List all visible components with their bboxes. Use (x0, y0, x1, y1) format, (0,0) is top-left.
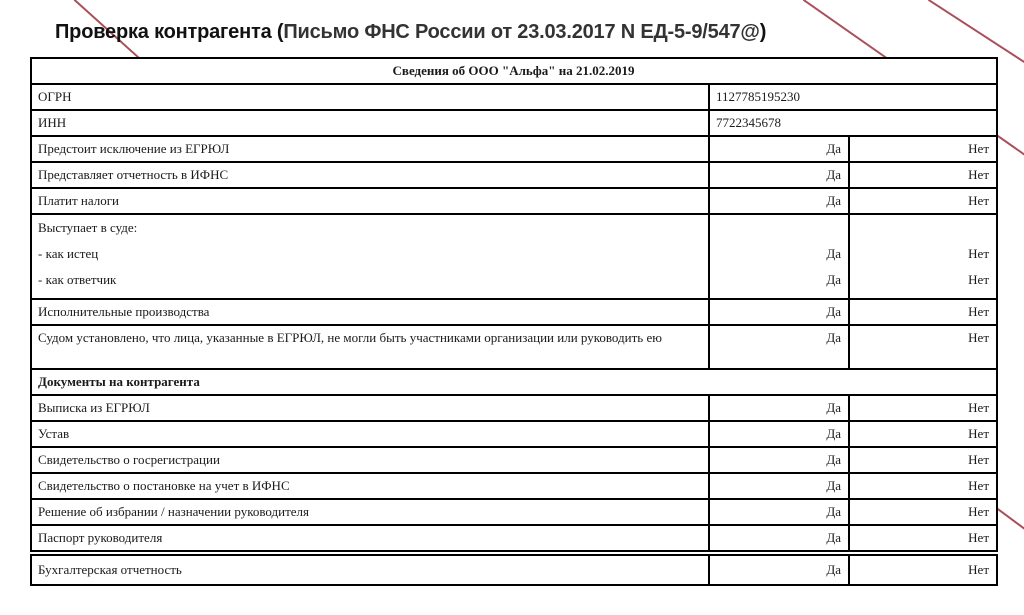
no-cell: Нет (849, 499, 997, 525)
table-row (31, 421, 997, 447)
yes-cell: Да (709, 447, 849, 473)
no-cell: Нет (849, 162, 997, 188)
yes-cell: Да (709, 553, 849, 585)
no-cell: Нет (849, 553, 997, 585)
row-label-cell: Паспорт руководителя (31, 525, 709, 553)
table-row (31, 369, 997, 395)
yes-cell: Да (709, 395, 849, 421)
row-label-cell: Представляет отчетность в ИФНС (31, 162, 709, 188)
no-cell (849, 214, 997, 299)
no-cell: Нет (849, 447, 997, 473)
table-row (31, 162, 997, 188)
table-row (31, 58, 997, 84)
table-row (31, 553, 997, 585)
yes-cell: Да (709, 136, 849, 162)
row-label-cell: Предстоит исключение из ЕГРЮЛ (31, 136, 709, 162)
section-header-cell: Документы на контрагента (31, 369, 997, 395)
row-label-cell: Свидетельство о госрегистрации (31, 447, 709, 473)
multi-line: Да (826, 272, 841, 287)
yes-cell (709, 214, 849, 299)
table-row (31, 136, 997, 162)
counterparty-check-table (30, 57, 998, 586)
table-row (31, 473, 997, 499)
row-label-cell: Судом установлено, что лица, указанные в ЕГРЮЛ, не могли быть участниками организации или руководить ею (31, 325, 709, 369)
row-label-cell: Решение об избрании / назначении руководителя (31, 499, 709, 525)
multi-line (856, 215, 989, 241)
multi-line: Нет (968, 246, 990, 261)
table-row (31, 325, 997, 369)
yes-cell: Да (709, 299, 849, 325)
table-row (31, 525, 997, 553)
table-row (31, 395, 997, 421)
page-title-reference: Письмо ФНС России от 23.03.2017 N ЕД-5-9/547@ (283, 21, 760, 44)
row-value-cell: 7722345678 (709, 110, 997, 136)
table-row (31, 214, 997, 299)
multi-line: Выступает в суде: (38, 220, 138, 235)
yes-cell: Да (709, 473, 849, 499)
no-cell: Нет (849, 188, 997, 214)
multi-line: Нет (968, 272, 990, 287)
yes-cell: Да (709, 525, 849, 553)
row-label-cell: Устав (31, 421, 709, 447)
no-cell: Нет (849, 525, 997, 553)
multi-line: Да (826, 246, 841, 261)
yes-cell: Да (709, 162, 849, 188)
row-label-cell: Платит налоги (31, 188, 709, 214)
row-label-cell: Бухгалтерская отчетность (31, 553, 709, 585)
table-row (31, 84, 997, 110)
table-row (31, 188, 997, 214)
no-cell: Нет (849, 473, 997, 499)
page-title-main: Проверка контрагента ( (55, 21, 284, 44)
yes-cell: Да (709, 499, 849, 525)
yes-cell: Да (709, 188, 849, 214)
row-label-cell: Выписка из ЕГРЮЛ (31, 395, 709, 421)
multi-line (716, 215, 841, 241)
table-row (31, 447, 997, 473)
multi-line: - как истец (38, 246, 99, 261)
page-title (55, 21, 766, 44)
row-value-cell: 1127785195230 (709, 84, 997, 110)
table-row (31, 110, 997, 136)
table-row (31, 299, 997, 325)
no-cell: Нет (849, 325, 997, 369)
no-cell: Нет (849, 136, 997, 162)
no-cell: Нет (849, 421, 997, 447)
row-label-cell (31, 214, 709, 299)
row-label-cell: Свидетельство о постановке на учет в ИФНС (31, 473, 709, 499)
yes-cell: Да (709, 325, 849, 369)
multi-line: - как ответчик (38, 272, 117, 287)
page-title-close: ) (759, 21, 767, 44)
no-cell: Нет (849, 395, 997, 421)
row-label-cell: ОГРН (31, 84, 709, 110)
no-cell: Нет (849, 299, 997, 325)
row-label-cell: ИНН (31, 110, 709, 136)
yes-cell: Да (709, 421, 849, 447)
table-title-cell: Сведения об ООО "Альфа" на 21.02.2019 (31, 58, 997, 84)
row-label-cell: Исполнительные производства (31, 299, 709, 325)
table-row (31, 499, 997, 525)
